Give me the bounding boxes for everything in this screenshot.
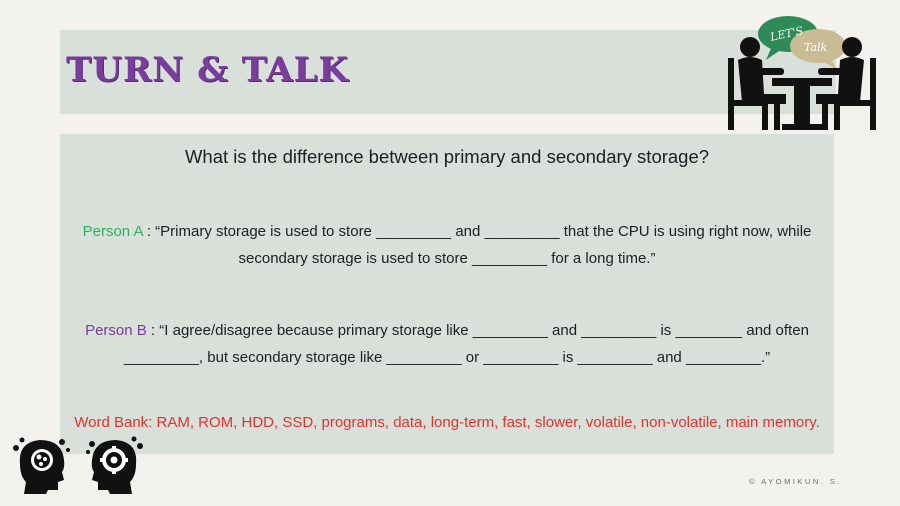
bubble-talk-text: Talk [804, 41, 828, 54]
copyright-footer: © AYOMIKUN. S. [749, 477, 842, 486]
bubble-lets-text: LET'S [769, 24, 805, 44]
person-a-label: Person A [82, 223, 143, 240]
person-a-text: : “Primary storage is used to store _________ and _________ that the CPU is using right now, while secondary storage is used to store _________ for a long time.” [142, 223, 812, 267]
question-text: What is the difference between primary and secondary storage? [184, 146, 710, 167]
person-b-prompt [70, 317, 824, 371]
gear-head-icon [84, 434, 146, 496]
slide-title: TURN & TALK [66, 50, 349, 90]
person-b-label: Person B [85, 322, 147, 339]
two-people-talking-icon [724, 6, 880, 134]
content-panel [60, 134, 834, 454]
person-b-text: : “I agree/disagree because primary storage like _________ and _________ is ________ and often _________, but secondary storage like _________ or _________ is _________ and _________.” [123, 322, 809, 366]
brain-head-icon [10, 434, 72, 496]
person-a-prompt [70, 218, 824, 272]
word-bank: Word Bank: RAM, ROM, HDD, SSD, programs, data, long-term, fast, slower, volatile, non-volatile, main memory. [74, 414, 820, 431]
